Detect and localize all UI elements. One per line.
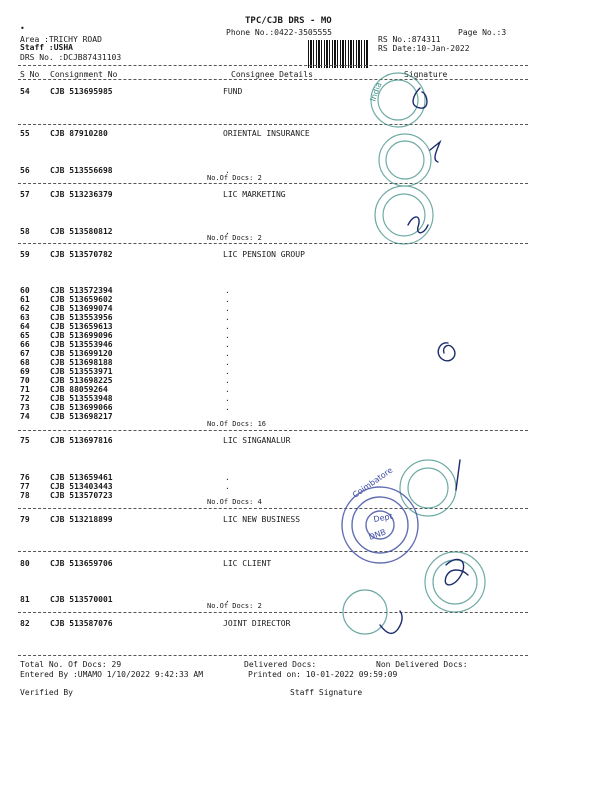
sno: 65 bbox=[20, 331, 30, 340]
stamp-text: DNB bbox=[367, 527, 388, 542]
round-stamp-icon bbox=[343, 73, 485, 634]
sno: 56 bbox=[20, 166, 30, 175]
sno: 62 bbox=[20, 304, 30, 313]
col-header-sno: S No bbox=[20, 70, 40, 79]
consignee-name: LIC SINGANALUR bbox=[223, 436, 291, 445]
delivered-docs: Delivered Docs: bbox=[244, 660, 317, 669]
docs-count: No.Of Docs: 2 bbox=[207, 174, 262, 182]
dot: . bbox=[225, 313, 230, 322]
dot: . bbox=[225, 166, 230, 175]
sno: 66 bbox=[20, 340, 30, 349]
non-delivered-docs: Non Delivered Docs: bbox=[376, 660, 468, 669]
consignment-no: CJB 513659461 bbox=[50, 473, 113, 482]
sno: 70 bbox=[20, 376, 30, 385]
sno: 61 bbox=[20, 295, 30, 304]
consignment-no: CJB 513699074 bbox=[50, 304, 113, 313]
document-title: TPC/CJB DRS - MO bbox=[245, 16, 332, 26]
verified-by: Verified By bbox=[20, 688, 73, 697]
dot: . bbox=[225, 304, 230, 313]
consignment-no: CJB 513553948 bbox=[50, 394, 113, 403]
docs-count: No.Of Docs: 4 bbox=[207, 498, 262, 506]
consignment-no: CJB 513659613 bbox=[50, 322, 113, 331]
consignment-no: CJB 87910280 bbox=[50, 129, 108, 138]
dot: . bbox=[225, 322, 230, 331]
dot: . bbox=[225, 358, 230, 367]
consignment-no: CJB 513659706 bbox=[50, 559, 113, 568]
dot: . bbox=[225, 385, 230, 394]
consignee-name: FUND bbox=[223, 87, 243, 96]
sno: 64 bbox=[20, 322, 30, 331]
dot: . bbox=[225, 482, 230, 491]
sno: 73 bbox=[20, 403, 30, 412]
consignment-no: CJB 513218899 bbox=[50, 515, 113, 524]
rs-date: RS Date:10-Jan-2022 bbox=[378, 44, 470, 53]
dot: . bbox=[225, 394, 230, 403]
phone-number: Phone No.:0422-3505555 bbox=[226, 28, 332, 37]
dot: . bbox=[225, 473, 230, 482]
sno: 81 bbox=[20, 595, 30, 604]
header-bullet: • bbox=[20, 24, 25, 33]
consignment-no: CJB 513553971 bbox=[50, 367, 113, 376]
staff-signature-label: Staff Signature bbox=[290, 688, 363, 697]
consignee-name: ORIENTAL INSURANCE bbox=[223, 129, 310, 138]
docs-count: No.Of Docs: 2 bbox=[207, 234, 262, 242]
consignment-no: CJB 513570723 bbox=[50, 491, 113, 500]
consignment-no: CJB 513699120 bbox=[50, 349, 113, 358]
dot: . bbox=[225, 286, 230, 295]
sno: 69 bbox=[20, 367, 30, 376]
stamp-text: India bbox=[368, 81, 384, 103]
drs-number: DRS No. :DCJB87431103 bbox=[20, 53, 122, 62]
consignment-no: CJB 513697816 bbox=[50, 436, 113, 445]
consignee-name: JOINT DIRECTOR bbox=[223, 619, 291, 628]
col-header-consignee: Consignee Details bbox=[231, 70, 313, 79]
consignment-no: CJB 513570782 bbox=[50, 250, 113, 259]
stamp-text: Coimbatore bbox=[350, 465, 395, 500]
consignment-no: CJB 513236379 bbox=[50, 190, 113, 199]
sno: 55 bbox=[20, 129, 30, 138]
rs-number: RS No.:874311 bbox=[378, 35, 441, 44]
dot: . bbox=[225, 595, 230, 604]
sno: 77 bbox=[20, 482, 30, 491]
area-label: Area :TRICHY ROAD bbox=[20, 35, 102, 44]
total-docs: Total No. Of Docs: 29 bbox=[20, 660, 122, 669]
consignment-no: CJB 513403443 bbox=[50, 482, 113, 491]
consignment-no: CJB 513698217 bbox=[50, 412, 113, 421]
sno: 82 bbox=[20, 619, 30, 628]
sno: 57 bbox=[20, 190, 30, 199]
consignment-no: CJB 513698225 bbox=[50, 376, 113, 385]
docs-count: No.Of Docs: 2 bbox=[207, 602, 262, 610]
dot: . bbox=[225, 367, 230, 376]
sno: 76 bbox=[20, 473, 30, 482]
sno: 80 bbox=[20, 559, 30, 568]
sno: 68 bbox=[20, 358, 30, 367]
col-header-signature: Signature bbox=[404, 70, 448, 79]
consignment-no: CJB 513699066 bbox=[50, 403, 113, 412]
dot: . bbox=[225, 376, 230, 385]
consignee-name: LIC PENSION GROUP bbox=[223, 250, 305, 259]
sno: 63 bbox=[20, 313, 30, 322]
consignment-no: CJB 513572394 bbox=[50, 286, 113, 295]
sno: 79 bbox=[20, 515, 30, 524]
consignment-no: CJB 513580812 bbox=[50, 227, 113, 236]
sno: 67 bbox=[20, 349, 30, 358]
sno: 71 bbox=[20, 385, 30, 394]
stamp-text: Dept bbox=[372, 511, 394, 524]
consignment-no: CJB 513553946 bbox=[50, 340, 113, 349]
sno: 78 bbox=[20, 491, 30, 500]
sno: 58 bbox=[20, 227, 30, 236]
consignee-name: LIC NEW BUSINESS bbox=[223, 515, 301, 524]
dot: . bbox=[225, 227, 230, 236]
sno: 74 bbox=[20, 412, 30, 421]
consignment-no: CJB 513556698 bbox=[50, 166, 113, 175]
consignee-name: LIC MARKETING bbox=[223, 190, 286, 199]
round-stamp-icon bbox=[342, 487, 418, 563]
docs-count: No.Of Docs: 16 bbox=[207, 420, 267, 428]
consignment-no: CJB 513570001 bbox=[50, 595, 113, 604]
consignment-no: CJB 513659602 bbox=[50, 295, 113, 304]
sno: 72 bbox=[20, 394, 30, 403]
consignment-no: CJB 513695985 bbox=[50, 87, 113, 96]
dot: . bbox=[225, 403, 230, 412]
consignment-no: CJB 513587076 bbox=[50, 619, 113, 628]
dot: . bbox=[225, 331, 230, 340]
dot: . bbox=[225, 295, 230, 304]
staff-label: Staff :USHA bbox=[20, 43, 73, 52]
dot: . bbox=[225, 340, 230, 349]
consignment-no: CJB 513698188 bbox=[50, 358, 113, 367]
sno: 75 bbox=[20, 436, 30, 445]
entered-by: Entered By :UMAMO 1/10/2022 9:42:33 AM bbox=[20, 670, 204, 679]
consignment-no: CJB 88059264 bbox=[50, 385, 108, 394]
sno: 60 bbox=[20, 286, 30, 295]
dot: . bbox=[225, 349, 230, 358]
sno: 54 bbox=[20, 87, 30, 96]
col-header-consignment: Consignment No bbox=[50, 70, 118, 79]
consignment-no: CJB 513553956 bbox=[50, 313, 113, 322]
consignment-no: CJB 513699096 bbox=[50, 331, 113, 340]
page-number: Page No.:3 bbox=[458, 28, 507, 37]
sno: 59 bbox=[20, 250, 30, 259]
consignee-name: LIC CLIENT bbox=[223, 559, 272, 568]
printed-on: Printed on: 10-01-2022 09:59:09 bbox=[248, 670, 398, 679]
